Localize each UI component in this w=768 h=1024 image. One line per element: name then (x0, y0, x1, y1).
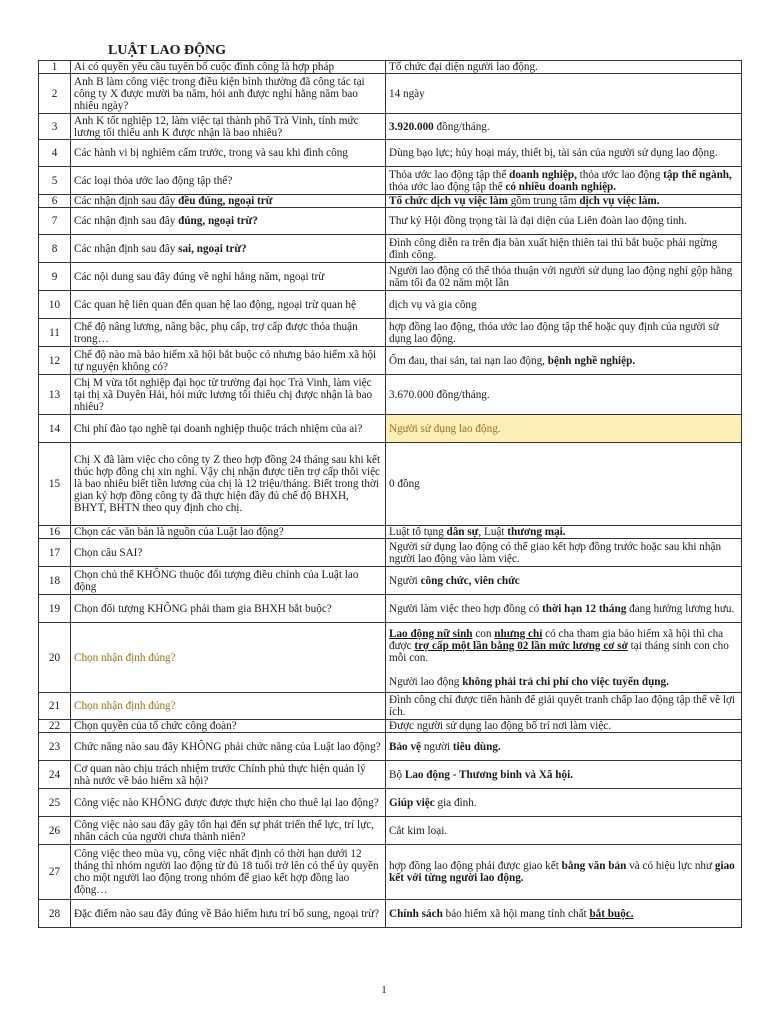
text-run: Người sử dụng lao động có thể giao kết hợp đồng trước hoặc sau khi nhận người lao động vào làm việc. (389, 540, 722, 565)
text-run: công chức, viên chức (420, 574, 520, 587)
table-row (39, 291, 742, 319)
answer-cell (386, 595, 742, 623)
answer-cell (386, 74, 742, 114)
table-row (39, 319, 742, 347)
row-number: 18 (39, 567, 71, 595)
question-cell (71, 263, 386, 291)
text-run: trợ cấp một lần bằng 02 lần mức lương cơ sở (414, 639, 628, 652)
question-cell (71, 623, 386, 693)
row-number: 27 (39, 845, 71, 900)
table-row (39, 140, 742, 167)
text-run: Lao động - Thương binh và Xã hội. (404, 768, 574, 781)
answer-cell (386, 567, 742, 595)
question-cell (71, 291, 386, 319)
table-row (39, 195, 742, 208)
table-row (39, 235, 742, 263)
text-run: 3.920.000 (389, 120, 434, 133)
question-cell (71, 74, 386, 114)
text-run: có nhiều doanh nghiệp. (505, 180, 617, 193)
table-row (39, 567, 742, 595)
text-run: Người làm việc theo hợp đồng có (389, 602, 543, 615)
text-run: 0 đồng (389, 478, 420, 490)
row-number: 21 (39, 693, 71, 720)
text-run: Người (389, 574, 421, 587)
text-run: Người lao động có thể thỏa thuận với người sử dụng lao động nghỉ gộp hằng năm tối đa 02 năm một lần (389, 264, 733, 289)
row-number: 24 (39, 761, 71, 789)
question-cell (71, 114, 386, 140)
page-number: 1 (381, 984, 387, 996)
text-run: Chọn nhận định đúng? (74, 700, 176, 712)
table-row (39, 789, 742, 817)
answer-cell (386, 347, 742, 375)
question-cell (71, 61, 386, 74)
row-number: 2 (39, 74, 71, 114)
text-run: Công việc nào KHÔNG được được thực hiện cho thuê lại lao động? (74, 796, 379, 809)
text-run: bảo hiểm xã hội mang tính chất (442, 907, 590, 920)
text-run: không phải trả chi phí cho việc tuyển dụng. (462, 675, 669, 688)
question-answer-table (38, 60, 742, 928)
table-row (39, 900, 742, 928)
answer-cell (386, 140, 742, 167)
text-run: nhưng chỉ (494, 627, 543, 640)
row-number: 25 (39, 789, 71, 817)
text-run: 3.670.000 đồng/tháng. (389, 388, 490, 401)
text-run: hợp đồng lao động phải được giao kết (389, 860, 562, 872)
text-run: Bộ (389, 768, 405, 781)
question-cell (71, 733, 386, 761)
text-run: dân sự (446, 526, 479, 538)
question-cell (71, 208, 386, 235)
row-number: 1 (39, 61, 71, 74)
text-run: hợp đồng lao động, thỏa ước lao động tập thể hoặc quy định của người sử dụng lao động. (389, 320, 719, 345)
text-run: Công việc nào sau đây gây tổn hại đến sự phát triển thể lực, trí lực, nhân cách của người chưa thành niên? (74, 818, 374, 843)
question-cell (71, 347, 386, 375)
text-run: Chức năng nào sau đây KHÔNG phải chức năng của Luật lao động? (74, 740, 381, 753)
table-row (39, 761, 742, 789)
question-cell (71, 845, 386, 900)
text-run: Đình công diễn ra trên địa bàn xuất hiện thiên tai thì bắt buộc phải ngừng đình công. (389, 236, 718, 261)
table-row (39, 817, 742, 845)
answer-cell (386, 167, 742, 195)
answer-cell (386, 900, 742, 928)
text-run: giao kết với từng người lao động. (389, 860, 735, 884)
question-cell (71, 235, 386, 263)
text-run: Chị M vừa tốt nghiệp đại học từ trường đại học Trà Vinh, làm việc tại thị xã Duyên Hải, hỏi mức lương tối thiểu chị được nhận là bao nhiêu? (74, 376, 373, 413)
table-row (39, 623, 742, 693)
question-cell (71, 693, 386, 720)
answer-cell (386, 61, 742, 74)
row-number: 19 (39, 595, 71, 623)
text-run: Chọn nhận định đúng? (74, 651, 176, 664)
text-run: Các nhận định sau đây (74, 215, 179, 227)
question-cell (71, 720, 386, 733)
row-number: 15 (39, 443, 71, 526)
table-row (39, 375, 742, 415)
text-run: đúng, ngoại trừ? (178, 215, 258, 227)
text-run: Tổ chức dịch vụ việc làm (389, 195, 508, 207)
text-run: người (421, 740, 453, 753)
text-run: Ai có quyền yêu cầu tuyên bố cuộc đình công là hợp pháp (74, 61, 335, 73)
text-run: doanh nghiệp, (509, 168, 577, 181)
text-run: dịch vụ việc làm. (579, 195, 660, 207)
row-number: 22 (39, 720, 71, 733)
text-run: bắt buộc. (589, 907, 634, 920)
row-number: 9 (39, 263, 71, 291)
text-run: có cha tham gia bảo hiểm xã hội thì cha được (389, 627, 724, 652)
table-row (39, 61, 742, 74)
text-run: Bảo vệ (389, 740, 422, 753)
table-row (39, 539, 742, 567)
text-run: Chọn các văn bản là nguồn của Luật lao động? (74, 526, 284, 538)
table-row (39, 733, 742, 761)
table-row (39, 595, 742, 623)
text-run: Các nhận định sau đây (74, 195, 179, 207)
row-number: 23 (39, 733, 71, 761)
text-run: Lao động nữ sinh (389, 627, 473, 640)
question-cell (71, 443, 386, 526)
answer-cell (386, 375, 742, 415)
table-row (39, 167, 742, 195)
text-run: , Luật (478, 526, 508, 538)
text-run: Chị X đã làm việc cho công ty Z theo hợp đồng 24 tháng sau khi kết thúc hợp đồng chị xin nghỉ. Vậy chị nhận được tiền trợ cấp thôi việc là bao nhiêu biết tiền lương của chị là 12 triệu/tháng. Biết trong thời gian ký hợp đồng công ty đã thực hiện đầy đủ chế độ BHXH, BHYT, BHTN theo quy định cho chị. (74, 454, 381, 514)
answer-cell (386, 817, 742, 845)
text-run: dịch vụ và gia công (389, 298, 477, 311)
question-cell (71, 539, 386, 567)
question-cell (71, 167, 386, 195)
text-run: bệnh nghề nghiệp. (547, 354, 636, 367)
row-number: 20 (39, 623, 71, 693)
answer-cell (386, 733, 742, 761)
question-cell (71, 789, 386, 817)
row-number: 17 (39, 539, 71, 567)
text-run: Chính sách (389, 907, 443, 920)
answer-cell (386, 443, 742, 526)
answer-cell (386, 319, 742, 347)
text-run: Các nhận định sau đây (74, 242, 179, 255)
text-run: Được người sử dụng lao động bố trí nơi làm việc. (389, 720, 612, 732)
question-cell (71, 375, 386, 415)
question-cell (71, 526, 386, 539)
text-run: Người sử dụng lao động. (389, 422, 501, 435)
answer-cell (386, 195, 742, 208)
row-number: 11 (39, 319, 71, 347)
table-row (39, 845, 742, 900)
text-run: bằng văn bản (561, 860, 627, 872)
text-run: 14 ngày (389, 87, 425, 100)
document-title: LUẬT LAO ĐỘNG (108, 43, 226, 58)
text-run: Chọn chủ thể KHÔNG thuộc đối tượng điều chỉnh của Luật lao động (74, 568, 359, 593)
text-run: tập thể ngành, (663, 168, 732, 181)
table-row (39, 526, 742, 539)
table-row (39, 720, 742, 733)
text-run: Chọn câu SAI? (74, 546, 143, 559)
answer-cell (386, 761, 742, 789)
text-run: Anh K tốt nghiệp 12, làm việc tại thành phố Trà Vinh, tính mức lương tối thiểu anh K được nhận là bao nhiêu? (74, 114, 359, 139)
text-run: Các hành vi bị nghiêm cấm trước, trong và sau khi đình công (74, 147, 348, 159)
text-run: gia đình. (434, 796, 477, 809)
text-run: Ốm đau, thai sản, tai nạn lao động, (389, 354, 548, 367)
row-number: 14 (39, 415, 71, 443)
question-cell (71, 415, 386, 443)
question-cell (71, 140, 386, 167)
text-run: Các nội dung sau đây đúng về nghỉ hằng năm, ngoại trừ (74, 270, 325, 283)
text-run: Cắt kim loại. (389, 824, 448, 837)
text-run: sai, ngoại trừ? (178, 242, 247, 255)
row-number: 28 (39, 900, 71, 928)
text-run: con (472, 627, 495, 640)
text-run: gồm trung tâm (507, 195, 580, 207)
row-number: 6 (39, 195, 71, 208)
question-cell (71, 595, 386, 623)
text-run: Thư ký Hội đồng trọng tài là đại diện của Liên đoàn lao động tỉnh. (389, 215, 687, 227)
text-run: Đặc điểm nào sau đây đúng về Bảo hiểm hưu trí bổ sung, ngoại trừ? (74, 907, 380, 920)
answer-cell (386, 114, 742, 140)
text-run: đồng/tháng. (433, 120, 490, 133)
row-number: 8 (39, 235, 71, 263)
text-run: Cơ quan nào chịu trách nhiệm trước Chính phủ thực hiện quản lý nhà nước về bảo hiểm xã hội? (74, 762, 366, 787)
text-run: và có hiệu lực như (626, 860, 715, 872)
text-run: thỏa ước lao động (576, 168, 664, 181)
table-row (39, 415, 742, 443)
row-number: 16 (39, 526, 71, 539)
text-run: đều đúng, ngoại trừ (178, 195, 273, 207)
answer-cell (386, 415, 742, 443)
text-run: Chế độ nâng lương, nâng bậc, phụ cấp, trợ cấp được thỏa thuận trong… (74, 320, 358, 345)
table-row (39, 114, 742, 140)
question-cell (71, 567, 386, 595)
row-number: 12 (39, 347, 71, 375)
text-run: thời hạn 12 tháng (542, 602, 627, 615)
answer-cell (386, 623, 742, 693)
text-run: Chọn đối tượng KHÔNG phải tham gia BHXH bắt buộc? (74, 602, 332, 615)
text-run: đang hưởng lương hưu. (626, 602, 735, 615)
text-run: thỏa ước lao động tập thể (389, 180, 506, 193)
text-run: Tổ chức đại diện người lao động. (389, 61, 538, 73)
row-number: 26 (39, 817, 71, 845)
row-number: 13 (39, 375, 71, 415)
answer-cell (386, 720, 742, 733)
table-row (39, 74, 742, 114)
text-run: tiêu dùng. (452, 740, 501, 753)
answer-cell (386, 693, 742, 720)
text-run: Chế độ nào mà bảo hiểm xã hội bắt buộc có nhưng bảo hiểm xã hội tự nguyện không có? (74, 348, 377, 373)
answer-cell (386, 845, 742, 900)
table-row (39, 443, 742, 526)
table-row (39, 263, 742, 291)
text-run: Chi phí đào tạo nghề tại doanh nghiệp thuộc trách nhiệm của ai? (74, 422, 363, 435)
text-run: Đình công chỉ được tiến hành để giải quyết tranh chấp lao động tập thể về lợi ích. (389, 694, 735, 718)
row-number: 4 (39, 140, 71, 167)
question-cell (71, 761, 386, 789)
text-run: thương mại. (507, 526, 566, 538)
row-number: 7 (39, 208, 71, 235)
text-run: tại tháng sinh con cho mỗi con. (389, 639, 729, 664)
table-row (39, 208, 742, 235)
text-run: Dùng bạo lực; hủy hoại máy, thiết bị, tài sản của người sử dụng lao động. (389, 147, 718, 159)
text-run: Thỏa ước lao động tập thể (389, 168, 510, 181)
answer-cell (386, 539, 742, 567)
question-cell (71, 900, 386, 928)
text-run: Giúp việc (389, 796, 435, 809)
answer-cell (386, 526, 742, 539)
table-row (39, 693, 742, 720)
question-cell (71, 195, 386, 208)
text-run: Các loại thỏa ước lao động tập thể? (74, 174, 233, 187)
answer-cell (386, 291, 742, 319)
text-run: Công việc theo mùa vụ, công việc nhất định có thời hạn dưới 12 tháng thì nhóm người lao động từ đủ 18 tuổi trở lên có thể ủy quyền cho một người lao động trong nhóm để giao kết hợp đồng lao động… (74, 848, 379, 896)
row-number: 10 (39, 291, 71, 319)
answer-cell (386, 263, 742, 291)
answer-cell (386, 235, 742, 263)
text-run: Luật tố tụng (389, 526, 447, 538)
answer-cell (386, 208, 742, 235)
row-number: 5 (39, 167, 71, 195)
text-run: Các quan hệ liên quan đến quan hệ lao động, ngoại trừ quan hệ (74, 298, 356, 311)
text-run: Anh B làm công việc trong điều kiện bình thường đã công tác tại công ty X được mười ba năm, hỏi anh được nghỉ hằng năm bao nhiêu ngày? (74, 75, 365, 112)
question-cell (71, 817, 386, 845)
answer-cell (386, 789, 742, 817)
row-number: 3 (39, 114, 71, 140)
question-cell (71, 319, 386, 347)
text-run: Chọn quyền của tổ chức công đoàn? (74, 720, 237, 732)
text-run: Người lao động (389, 675, 463, 688)
table-row (39, 347, 742, 375)
